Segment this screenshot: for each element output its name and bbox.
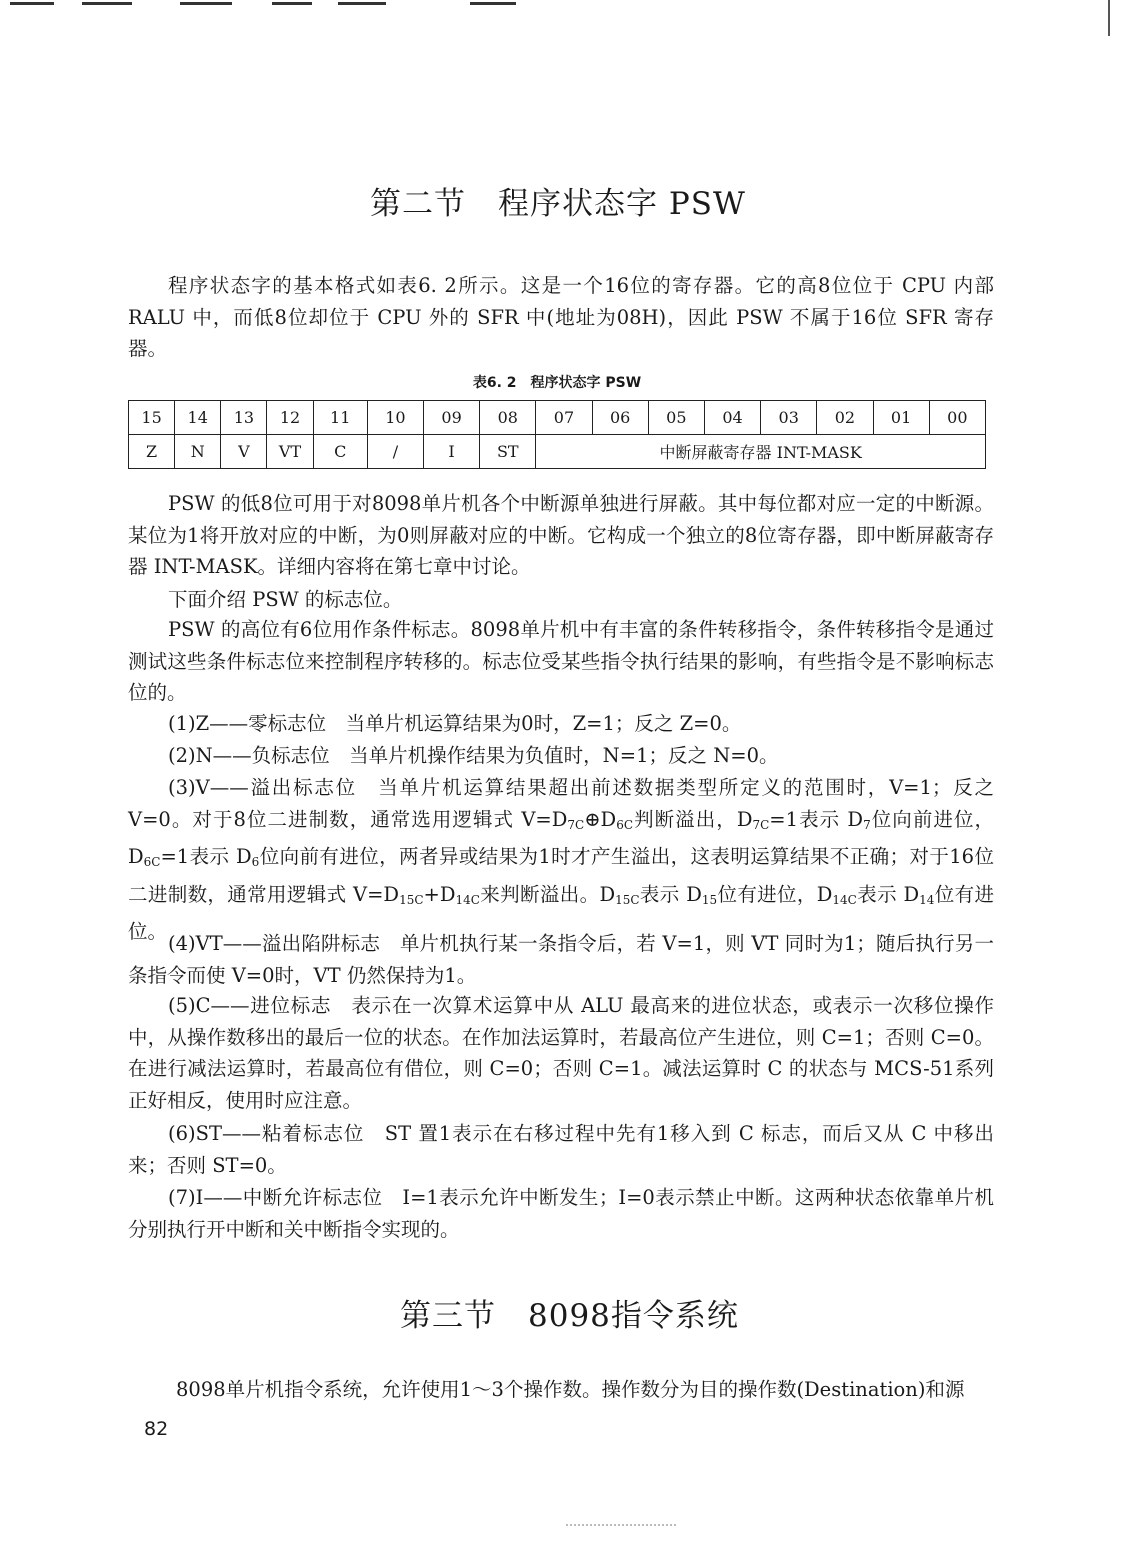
paragraph: PSW 的低8位可用于对8098单片机各个中断源单独进行屏蔽。其中每位都对应一定的中断源。某位为1将开放对应的中断，为0则屏蔽对应的中断。它构成一个独立的8位寄存器，即中断屏蔽寄存器 INT-MASK。详细内容将在第七章中讨论。 xyxy=(128,492,994,578)
flag-cell: V xyxy=(221,435,267,469)
bit-cell: 11 xyxy=(313,401,367,435)
v-subscript: 15C xyxy=(615,892,640,907)
v-subscript: 7C xyxy=(752,817,770,832)
paragraph: 下面介绍 PSW 的标志位。 xyxy=(168,588,403,611)
bit-cell: 00 xyxy=(929,401,985,435)
scan-edge-line xyxy=(1108,0,1110,36)
v-subscript: 6C xyxy=(143,855,161,869)
v-subscript: 14 xyxy=(919,892,935,907)
table-caption: 表6. 2 程序状态字 PSW xyxy=(472,375,642,391)
page-number: 82 xyxy=(144,1418,169,1440)
flag-cell: I xyxy=(424,435,480,469)
section3-title: 第三节 8098指令系统 xyxy=(400,1298,739,1334)
bit-cell: 04 xyxy=(704,401,760,435)
bit-number-row xyxy=(129,401,986,435)
intro-paragraph: 程序状态字的基本格式如表6. 2所示。这是一个16位的寄存器。它的高8位位于 CPU 内部 RALU 中，而低8位却位于 CPU 外的 SFR 中(地址为08H)，因此 PSW 不属于16位 SFR 寄存器。 xyxy=(128,274,994,360)
flag-c-paragraph: (5)C——进位标志 表示在一次算术运算中从 ALU 最高来的进位状态，或表示一次移位操作中，从操作数移出的最后一位的状态。在作加法运算时，若最高位产生进位，则 C=1；否则 C=0。在进行减法运算时，若最高位有借位，则 C=0；否则 C=1。减法运算时 C 的状态与 MCS-51系列正好相反，使用时应注意。 xyxy=(128,994,994,1112)
v-text: ⊕D xyxy=(584,807,617,831)
flag-cell: Z xyxy=(129,435,175,469)
section-title: 第二节 程序状态字 PSW xyxy=(370,186,746,222)
bit-cell: 07 xyxy=(536,401,592,435)
bit-cell: 12 xyxy=(267,401,313,435)
v-text: 位有进位。 xyxy=(128,882,994,943)
v-text: =1表示 D xyxy=(769,807,864,831)
v-text: 判断溢出，D xyxy=(633,807,753,831)
v-text: 表示 D xyxy=(639,882,702,906)
bit-cell: 15 xyxy=(129,401,175,435)
int-mask-cell: 中断屏蔽寄存器 INT-MASK xyxy=(536,435,986,469)
v-subscript: 7C xyxy=(567,817,585,832)
flag-cell: ST xyxy=(480,435,536,469)
v-subscript: 6 xyxy=(251,855,260,869)
flag-cell: C xyxy=(313,435,367,469)
v-subscript: 15 xyxy=(701,892,718,907)
v-subscript: 15C xyxy=(399,892,424,907)
v-text: 表示 D xyxy=(856,882,920,906)
v-subscript: 7 xyxy=(863,817,871,832)
flag-cell: N xyxy=(175,435,221,469)
bit-cell: 09 xyxy=(424,401,480,435)
v-text: 位向前进位，D xyxy=(128,807,994,868)
paragraph: PSW 的高位有6位用作条件标志。8098单片机中有丰富的条件转移指令，条件转移指令是通过测试这些条件标志位来控制程序转移的。标志位受某些指令执行结果的影响，有些指令是不影响标志位的。 xyxy=(128,618,994,704)
flag-st-paragraph: (6)ST——粘着标志位 ST 置1表示在右移过程中先有1移入到 C 标志，而后又从 C 中移出来；否则 ST=0。 xyxy=(128,1122,994,1177)
bit-cell: 08 xyxy=(480,401,536,435)
v-subscript: 14C xyxy=(832,892,857,907)
v-text: =1表示 D xyxy=(160,845,252,868)
flag-i-paragraph: (7)I——中断允许标志位 I=1表示允许中断发生；I=0表示禁止中断。这两种状态依靠单片机分别执行开中断和关中断指令实现的。 xyxy=(128,1186,994,1241)
v-text: 来判断溢出。D xyxy=(479,882,616,906)
v-text: +D xyxy=(423,882,456,906)
bit-cell: 02 xyxy=(817,401,873,435)
flag-vt-paragraph: (4)VT——溢出陷阱标志 单片机执行某一条指令后，若 V=1，则 VT 同时为1；随后执行另一条指令而使 V=0时，VT 仍然保持为1。 xyxy=(128,932,994,987)
scan-top-marks xyxy=(0,0,1122,14)
flag-cell: VT xyxy=(267,435,313,469)
psw-table xyxy=(128,400,986,469)
bit-cell: 05 xyxy=(648,401,704,435)
bit-cell: 14 xyxy=(175,401,221,435)
bit-cell: 01 xyxy=(873,401,929,435)
flag-n-paragraph: (2)N——负标志位 当单片机操作结果为负值时，N=1；反之 N=0。 xyxy=(168,744,779,767)
bit-cell: 06 xyxy=(592,401,648,435)
bit-cell: 13 xyxy=(221,401,267,435)
flag-row xyxy=(129,435,986,469)
flag-z-paragraph: (1)Z——零标志位 当单片机运算结果为0时，Z=1；反之 Z=0。 xyxy=(168,712,742,735)
v-text: 位向前有进位，两者异或结果为1时才产生溢出，这表明运算结果不正确；对于16位二进制数，通常用逻辑式 V=D xyxy=(128,845,994,906)
v-text: 位有进位，D xyxy=(717,882,833,906)
v-subscript: 6C xyxy=(616,817,634,832)
scan-bottom-dots xyxy=(566,1524,676,1528)
section3-paragraph: 8098单片机指令系统，允许使用1～3个操作数。操作数分为目的操作数(Destination)和源 xyxy=(176,1378,965,1401)
bit-cell: 03 xyxy=(761,401,817,435)
flag-v-paragraph xyxy=(128,772,994,948)
v-subscript: 14C xyxy=(455,892,480,907)
v-text: (3)V——溢出标志位 当单片机运算结果超出前述数据类型所定义的范围时，V=1；反之 V=0。对于8位二进制数，通常选用逻辑式 V=D xyxy=(128,776,994,831)
bit-cell: 10 xyxy=(367,401,423,435)
flag-cell: / xyxy=(367,435,423,469)
